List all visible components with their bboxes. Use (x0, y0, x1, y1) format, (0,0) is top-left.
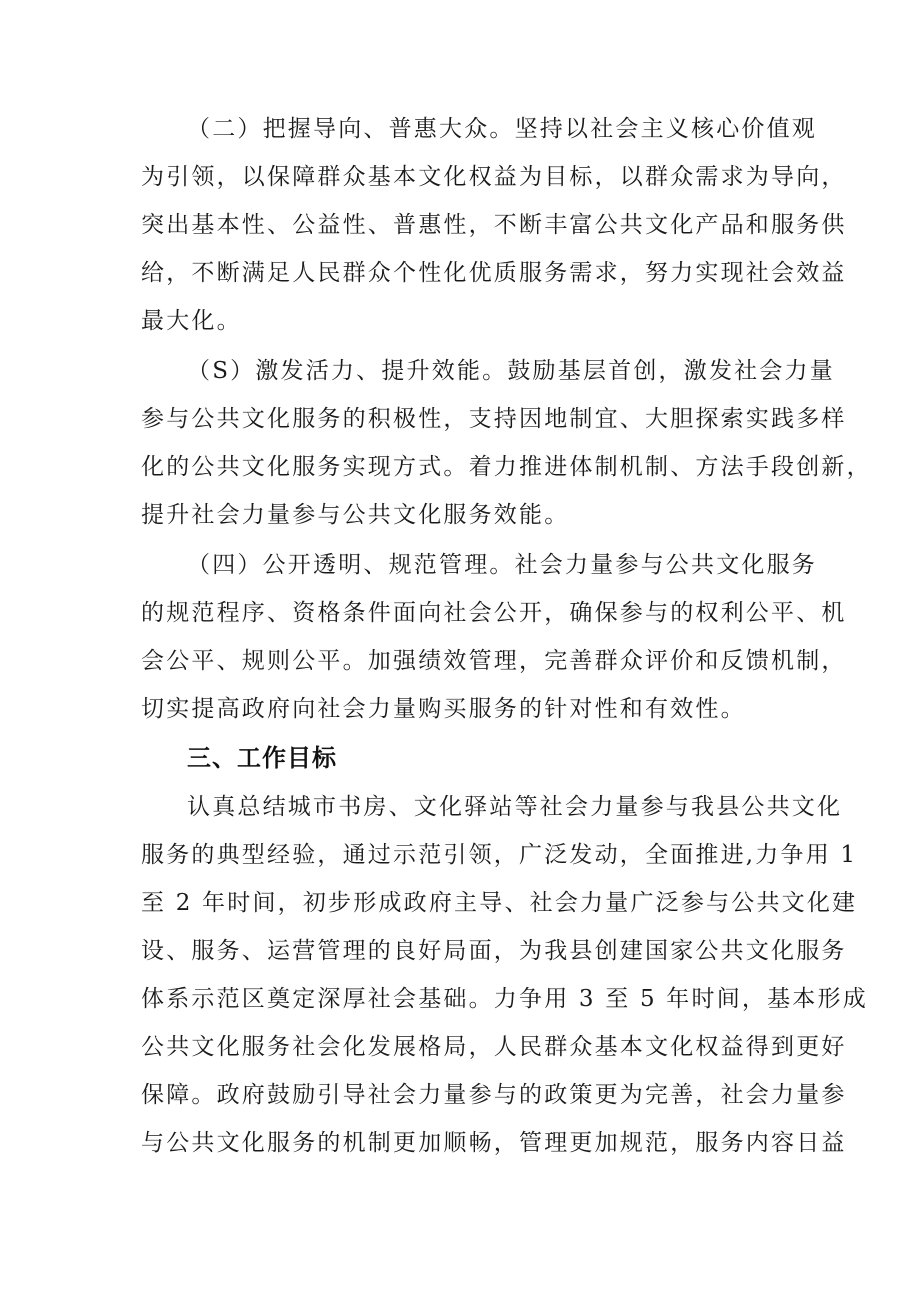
goals-line-6: 公共文化服务社会化发展格局，人民群众基本文化权益得到更好 (141, 1034, 847, 1060)
section-2-line-4: 给，不断满足人民群众个性化优质服务需求，努力实现社会效益 (141, 260, 847, 286)
section-3-line-3: 化的公共文化服务实现方式。着力推进体制机制、方法手段创新， (141, 454, 872, 480)
goals-line-7: 保障。政府鼓励引导社会力量参与的政策更为完善，社会力量参 (141, 1082, 847, 1108)
section-2-line-3: 突出基本性、公益性、普惠性，不断丰富公共文化产品和服务供 (141, 212, 847, 238)
section-4-line-2: 的规范程序、资格条件面向社会公开，确保参与的权利公平、机 (141, 600, 847, 626)
goals-line-1: 认真总结城市书房、文化驿站等社会力量参与我县公共文化 (187, 794, 843, 820)
section-2-line-5: 最大化。 (141, 308, 242, 334)
section-4-line-3: 会公平、规则公平。加强绩效管理，完善群众评价和反馈机制， (141, 648, 847, 674)
section-2-line-1: （二）把握导向、普惠大众。坚持以社会主义核心价值观 (187, 116, 817, 142)
section-heading: 三、工作目标 (187, 744, 337, 772)
section-3-line-2: 参与公共文化服务的积极性，支持因地制宜、大胆探索实践多样 (141, 406, 847, 432)
goals-line-8: 与公共文化服务的机制更加顺畅，管理更加规范，服务内容日益 (141, 1130, 847, 1156)
section-3-line-1: （S）激发活力、提升效能。鼓励基层首创，激发社会力量 (187, 358, 835, 384)
goals-line-5: 体系示范区奠定深厚社会基础。力争用 3 至 5 年时间，基本形成 (141, 986, 868, 1012)
goals-line-4: 设、服务、运营管理的良好局面，为我县创建国家公共文化服务 (141, 938, 847, 964)
section-4-line-4: 切实提高政府向社会力量购买服务的针对性和有效性。 (141, 696, 746, 722)
section-4-line-1: （四）公开透明、规范管理。社会力量参与公共文化服务 (187, 552, 817, 578)
section-2-line-2: 为引领，以保障群众基本文化权益为目标，以群众需求为导向， (141, 164, 847, 190)
section-3-line-4: 提升社会力量参与公共文化服务效能。 (141, 502, 570, 528)
goals-line-2: 服务的典型经验，通过示范引领，广泛发动，全面推进,力争用 1 (141, 842, 858, 868)
goals-line-3: 至 2 年时间，初步形成政府主导、社会力量广泛参与公共文化建 (141, 890, 858, 916)
